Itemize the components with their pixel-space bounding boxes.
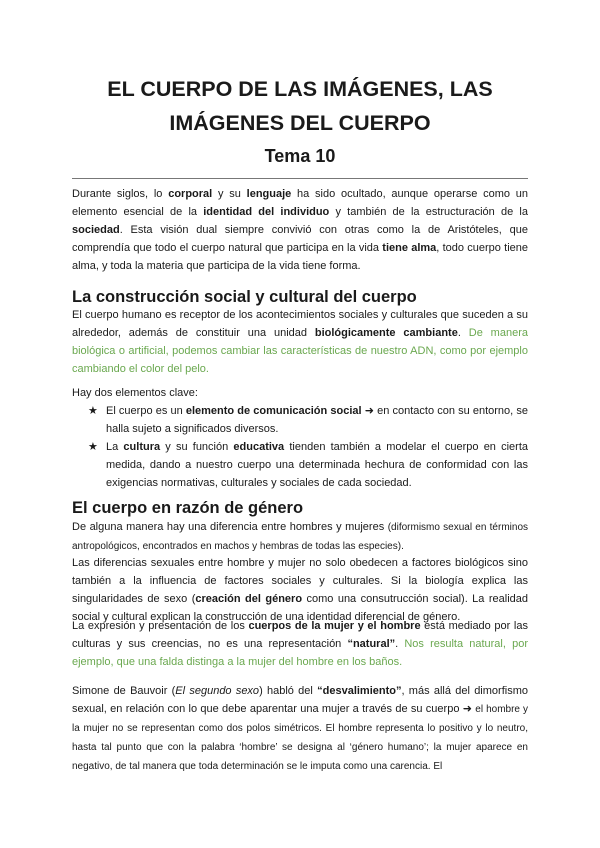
- intro-text: , todo cuerpo tiene alma, y toda la materia que participa de la vida tiene forma.: [72, 242, 528, 272]
- list-item: [88, 402, 528, 438]
- genero-paragraph-1: [72, 518, 528, 556]
- paragraph-small-text: el hombre y la mujer no se representan como dos polos simétricos. El hombre representa lo positivo y lo neutro, hasta tal punto que con la palabra ‘hombre’ se designa al ‘género humano’; la mujer aparece en negativo, de tal manera que toda determinación se le imputa como una carencia. El: [72, 704, 528, 772]
- intro-bold: identidad del individuo: [203, 206, 330, 218]
- paragraph-bold: “natural”: [347, 638, 396, 650]
- section-heading-genero: El cuerpo en razón de género: [72, 499, 304, 517]
- paragraph-bold: creación del género: [195, 593, 303, 605]
- paragraph-text: .: [395, 638, 405, 650]
- paragraph-text: está mediado por las culturas y sus creencias, no es una representación: [72, 620, 528, 650]
- intro-text: ha sido ocultado, aunque operarse como un elemento esencial de la: [72, 188, 528, 218]
- list-item: [88, 438, 528, 492]
- list-item-bold: elemento de comunicación social: [185, 405, 362, 417]
- list-item-bold: cultura: [123, 441, 161, 453]
- paragraph-text: El cuerpo humano es receptor de los acontecimientos sociales y culturales que suceden a su alrededor, además de constituir una unidad: [72, 309, 528, 339]
- document-title-line-2: IMÁGENES DEL CUERPO: [169, 111, 431, 135]
- paragraph-bold: cuerpos de la mujer y el hombre: [248, 620, 421, 632]
- intro-paragraph: [72, 185, 528, 275]
- star-icon: ★: [88, 441, 98, 453]
- list-item-text: La: [106, 441, 124, 453]
- construccion-paragraph: [72, 306, 528, 378]
- paragraph-text: De alguna manera hay una diferencia entre hombres y mujeres: [72, 521, 388, 533]
- book-title: El segundo sexo: [175, 685, 260, 697]
- intro-bold: lenguaje: [246, 188, 292, 200]
- paragraph-text: , más allá del dimorfismo sexual, en relación con lo que debe aparentar una mujer a través de su cuerpo ➜: [72, 685, 528, 715]
- list-item-text: ➜ en contacto con su entorno, se halla sujeto a significados diversos.: [106, 405, 528, 435]
- list-item-bold: educativa: [233, 441, 285, 453]
- paragraph-small-text: (diformismo sexual en términos antropológicos, encontrados en machos y hembras de todas las especies).: [72, 522, 528, 552]
- intro-bold: tiene alma: [382, 242, 437, 254]
- star-icon: ★: [88, 405, 98, 417]
- intro-bold: sociedad: [72, 224, 120, 236]
- document-title-line-1: EL CUERPO DE LAS IMÁGENES, LAS: [107, 77, 493, 101]
- paragraph-text: como una consutrucción social). La realidad social y cultural explican la construcción de una identidad diferencial de género.: [72, 593, 528, 623]
- title-divider: [72, 178, 528, 179]
- paragraph-text: La expresión y presentación de los: [72, 620, 249, 632]
- intro-text: y su: [212, 188, 247, 200]
- bauvoir-paragraph: [72, 682, 528, 776]
- paragraph-bold: “desvalimiento”: [317, 685, 402, 697]
- key-elements-list: [88, 402, 528, 492]
- paragraph-text: .: [457, 327, 469, 339]
- paragraph-bold: biológicamente cambiante: [314, 327, 458, 339]
- key-elements-intro: Hay dos elementos clave:: [72, 387, 198, 399]
- genero-paragraph-2: [72, 554, 528, 626]
- intro-text: . Esta visión dual siempre convivió con otras como la de Aristóteles, que comprendía que todo el cuerpo natural que participa en la vida: [72, 224, 528, 254]
- paragraph-text: Simone de Bauvoir (: [72, 685, 176, 697]
- paragraph-text: ) habló del: [259, 685, 318, 697]
- intro-text: y también de la estructuración de la: [329, 206, 528, 218]
- section-heading-construccion: La construcción social y cultural del cuerpo: [72, 288, 417, 306]
- green-note: De manera biológica o artificial, podemos cambiar las características de nuestro ADN, como por ejemplo cambiando el color del pelo.: [72, 327, 528, 375]
- intro-text: Durante siglos, lo: [72, 188, 169, 200]
- document-subtitle: Tema 10: [264, 146, 336, 166]
- list-item-text: y su función: [160, 441, 234, 453]
- paragraph-text: Las diferencias sexuales entre hombre y mujer no solo obedecen a factores biológicos sino también a la influencia de factores sociales y culturales. Si la biología explica las singularidades de sexo (: [72, 557, 528, 605]
- intro-bold: corporal: [168, 188, 213, 200]
- genero-paragraph-3: [72, 617, 528, 671]
- list-item-text: El cuerpo es un: [106, 405, 186, 417]
- list-item-text: tienden también a modelar el cuerpo en cierta medida, dando a nuestro cuerpo una determinada hechura de conformidad con las exigencias normativas, culturales y sociales de cada sociedad.: [106, 441, 529, 489]
- green-note: Nos resulta natural, por ejemplo, que una falda distinga a la mujer del hombre en los baños.: [72, 638, 528, 668]
